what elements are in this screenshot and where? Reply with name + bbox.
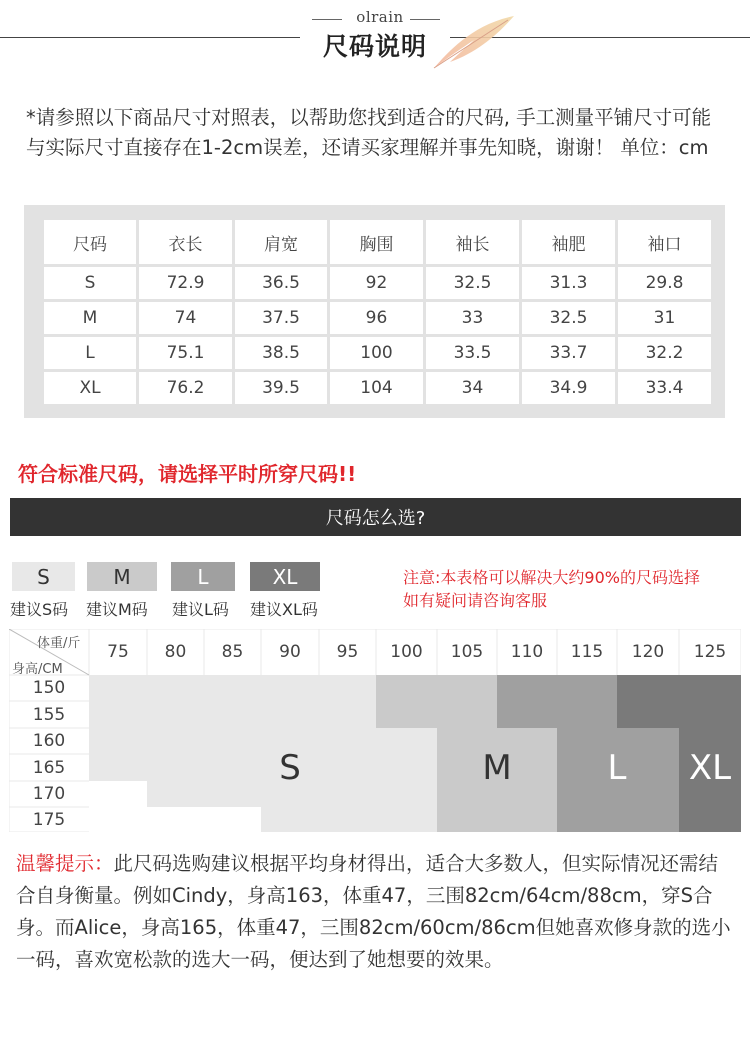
weight-label: 105 — [450, 642, 484, 662]
notice-line: 注意:本表格可以解决大约90%的尺码选择 — [403, 568, 700, 587]
table-cell: 32.2 — [618, 337, 711, 369]
table-cell: M — [44, 302, 136, 334]
grid-cell — [617, 807, 679, 832]
table-cell: 104 — [330, 372, 423, 404]
height-label: 155 — [32, 704, 66, 725]
legend-swatch-xl: XL — [250, 562, 320, 591]
table-cell: 32.5 — [522, 302, 615, 334]
brand-dash-left — [312, 19, 342, 20]
weight-label: 120 — [631, 642, 665, 662]
table-header-cell: 尺码 — [44, 220, 136, 264]
grid-cell — [679, 675, 741, 701]
grid-cell — [376, 728, 437, 754]
grid-cell — [319, 675, 376, 701]
grid-cell — [376, 781, 437, 807]
weight-label: 115 — [570, 642, 604, 662]
table-header-cell: 肩宽 — [235, 220, 327, 264]
table-cell: 33.7 — [522, 337, 615, 369]
grid-cell — [319, 754, 376, 781]
grid-cell — [147, 675, 204, 701]
header-rule-left — [0, 37, 300, 38]
grid-cell — [89, 675, 147, 701]
table-cell: 32.5 — [426, 267, 519, 299]
grid-cell — [204, 781, 261, 807]
grid-cell — [147, 701, 204, 728]
weight-label: 125 — [693, 642, 727, 662]
height-label: 150 — [32, 678, 66, 698]
grid-cell — [147, 781, 204, 807]
tip-label: 温馨提示： — [16, 852, 114, 875]
grid-cell — [617, 701, 679, 728]
weight-axis-label: 体重/斤 — [37, 636, 81, 651]
grid-cell — [261, 807, 319, 832]
grid-cell — [497, 807, 557, 832]
size-recommendation-grid — [9, 629, 741, 832]
table-cell: 29.8 — [618, 267, 711, 299]
zone-label-xl: XL — [688, 748, 732, 788]
table-cell: 33.5 — [426, 337, 519, 369]
table-cell: S — [44, 267, 136, 299]
table-header-cell: 袖长 — [426, 220, 519, 264]
grid-cell — [376, 754, 437, 781]
grid-cell — [147, 728, 204, 754]
table-header-cell: 胸围 — [330, 220, 423, 264]
table-cell: 37.5 — [235, 302, 327, 334]
table-cell: 75.1 — [139, 337, 232, 369]
size-advice-text: 符合标准尺码，请选择平时所穿尺码!! — [18, 462, 357, 486]
grid-cell — [89, 807, 147, 832]
table-header-cell: 袖口 — [618, 220, 711, 264]
feather-icon — [428, 12, 518, 72]
grid-cell — [617, 675, 679, 701]
legend-swatch-s: S — [12, 562, 75, 591]
table-cell: 96 — [330, 302, 423, 334]
table-cell: 33.4 — [618, 372, 711, 404]
grid-cell — [679, 701, 741, 728]
grid-cell — [147, 754, 204, 781]
table-cell: 76.2 — [139, 372, 232, 404]
grid-cell — [319, 807, 376, 832]
brand-logo: olrain — [356, 8, 404, 26]
grid-cell — [204, 754, 261, 781]
grid-cell — [89, 701, 147, 728]
weight-label: 95 — [336, 642, 359, 662]
legend-swatch-m: M — [87, 562, 157, 591]
grid-cell — [204, 675, 261, 701]
grid-cell — [557, 675, 617, 701]
grid-cell — [497, 701, 557, 728]
weight-label: 110 — [510, 642, 544, 662]
weight-label: 75 — [107, 642, 129, 662]
notice-text — [403, 566, 700, 612]
height-axis-label: 身高/CM — [12, 662, 63, 677]
table-cell: 31.3 — [522, 267, 615, 299]
table-cell: 34 — [426, 372, 519, 404]
intro-text: *请参照以下商品尺寸对照表，以帮助您找到适合的尺码, 手工测量平铺尺寸可能与实际尺寸直接存在1-2cm误差，还请买家理解并事先知晓，谢谢！ 单位：cm — [26, 106, 712, 159]
grid-cell — [437, 675, 497, 701]
table-header-cell: 衣长 — [139, 220, 232, 264]
grid-cell — [261, 675, 319, 701]
grid-cell — [89, 728, 147, 754]
table-cell: 72.9 — [139, 267, 232, 299]
tip-body: 此尺码选购建议根据平均身材得出，适合大多数人，但实际情况还需结合自身衡量。例如Cindy，身高163，体重47，三围82cm/64cm/88cm，穿S合身。而Alice，身高165，体重47，三围82cm/60cm/86cm但她喜欢修身款的选小一码，喜欢宽松款的选大一码，便达到了她想要的效果。 — [16, 852, 731, 971]
table-cell: L — [44, 337, 136, 369]
weight-label: 100 — [390, 642, 423, 662]
legend-label: 建议XL码 — [250, 600, 318, 619]
grid-cell — [204, 728, 261, 754]
page-title: 尺码说明 — [322, 32, 427, 61]
grid-cell — [497, 675, 557, 701]
table-cell: 100 — [330, 337, 423, 369]
section-bar — [10, 498, 741, 536]
table-cell: 31 — [618, 302, 711, 334]
table-cell: 34.9 — [522, 372, 615, 404]
grid-cell — [204, 701, 261, 728]
zone-label-s: S — [279, 748, 301, 788]
grid-cell — [437, 701, 497, 728]
zone-label-l: L — [607, 748, 627, 788]
grid-cell — [376, 807, 437, 832]
grid-cell — [437, 807, 497, 832]
notice-line: 如有疑问请咨询客服 — [403, 591, 548, 610]
table-cell: XL — [44, 372, 136, 404]
table-cell: 74 — [139, 302, 232, 334]
table-header-cell: 袖肥 — [522, 220, 615, 264]
grid-cell — [319, 781, 376, 807]
grid-cell — [376, 701, 437, 728]
height-label: 160 — [32, 731, 66, 751]
weight-label: 90 — [279, 642, 301, 662]
legend-label: 建议L码 — [172, 600, 229, 619]
grid-cell — [376, 675, 437, 701]
zone-label-m: M — [482, 748, 512, 788]
grid-cell — [319, 701, 376, 728]
height-label: 175 — [32, 809, 66, 830]
grid-cell — [557, 701, 617, 728]
section-title: 尺码怎么选? — [325, 508, 426, 529]
grid-cell — [319, 728, 376, 754]
weight-label: 80 — [164, 642, 187, 662]
grid-cell — [89, 781, 147, 807]
grid-cell — [261, 701, 319, 728]
grid-cell — [204, 807, 261, 832]
grid-cell — [147, 807, 204, 832]
grid-cell — [89, 754, 147, 781]
tip-text — [16, 848, 736, 976]
legend-label: 建议M码 — [86, 600, 148, 619]
table-cell: 39.5 — [235, 372, 327, 404]
legend-label: 建议S码 — [10, 600, 69, 619]
size-table — [24, 205, 725, 418]
legend-swatch-l: L — [171, 562, 235, 591]
grid-cell — [557, 807, 617, 832]
height-label: 165 — [32, 757, 66, 778]
table-cell: 92 — [330, 267, 423, 299]
table-cell: 33 — [426, 302, 519, 334]
table-cell: 36.5 — [235, 267, 327, 299]
table-cell: 38.5 — [235, 337, 327, 369]
height-label: 170 — [32, 784, 66, 804]
weight-label: 85 — [221, 642, 244, 662]
grid-cell — [679, 807, 741, 832]
